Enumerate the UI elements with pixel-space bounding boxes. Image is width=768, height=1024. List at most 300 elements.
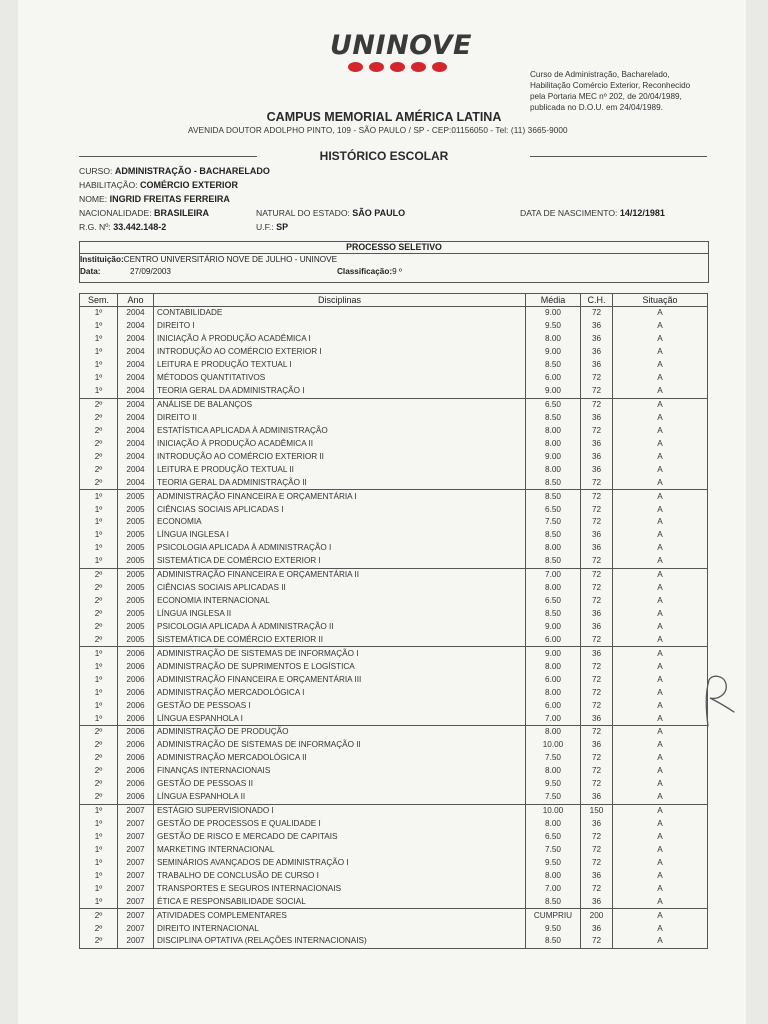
situacao-cell: A [613, 882, 708, 895]
rg-field [79, 222, 166, 232]
sem-cell: 1º [80, 895, 118, 908]
media-cell: 9.00 [526, 307, 581, 320]
sem-cell: 1º [80, 542, 118, 555]
uninove-logo [330, 30, 472, 72]
ch-cell: 72 [581, 516, 613, 529]
table-row [80, 359, 708, 372]
ano-cell: 2006 [118, 765, 154, 778]
ano-cell: 2005 [118, 529, 154, 542]
disciplina-cell: GESTÃO DE PESSOAS I [154, 699, 526, 712]
ch-cell: 72 [581, 831, 613, 844]
situacao-cell: A [613, 791, 708, 804]
ch-cell: 36 [581, 791, 613, 804]
logo-dot [348, 62, 363, 72]
situacao-cell: A [613, 818, 708, 831]
table-row [80, 739, 708, 752]
media-cell: 8.50 [526, 608, 581, 621]
situacao-cell: A [613, 372, 708, 385]
ano-cell: 2007 [118, 831, 154, 844]
sem-cell: 2º [80, 752, 118, 765]
instituicao-label: Instituição: [80, 255, 124, 264]
ch-cell: 72 [581, 385, 613, 398]
ch-cell: 72 [581, 843, 613, 856]
disciplina-cell: MÉTODOS QUANTITATIVOS [154, 372, 526, 385]
table-row [80, 437, 708, 450]
table-row [80, 935, 708, 948]
ano-cell: 2005 [118, 490, 154, 503]
disciplina-cell: ESTÁGIO SUPERVISIONADO I [154, 804, 526, 817]
header-ch: C.H. [581, 294, 613, 307]
situacao-cell: A [613, 385, 708, 398]
ano-cell: 2007 [118, 935, 154, 948]
ano-cell: 2007 [118, 804, 154, 817]
media-cell: 6.50 [526, 595, 581, 608]
sem-cell: 2º [80, 476, 118, 489]
sem-cell: 2º [80, 633, 118, 646]
situacao-cell: A [613, 346, 708, 359]
nascimento-field [520, 208, 665, 218]
situacao-cell: A [613, 412, 708, 425]
sem-cell: 1º [80, 359, 118, 372]
media-cell: 8.00 [526, 424, 581, 437]
ano-cell: 2006 [118, 752, 154, 765]
sem-cell: 2º [80, 398, 118, 411]
ch-cell: 36 [581, 333, 613, 346]
ano-cell: 2006 [118, 726, 154, 739]
table-row [80, 372, 708, 385]
media-cell: 8.50 [526, 412, 581, 425]
data-value: 27/09/2003 [130, 267, 171, 276]
header-disciplinas: Disciplinas [154, 294, 526, 307]
ano-cell: 2006 [118, 686, 154, 699]
media-cell: 8.00 [526, 818, 581, 831]
table-row [80, 412, 708, 425]
table-row [80, 712, 708, 725]
media-cell: 7.00 [526, 882, 581, 895]
disciplina-cell: ECONOMIA [154, 516, 526, 529]
ano-cell: 2006 [118, 791, 154, 804]
disciplina-cell: LÍNGUA ESPANHOLA II [154, 791, 526, 804]
sem-cell: 2º [80, 621, 118, 634]
ano-cell: 2004 [118, 424, 154, 437]
disciplina-cell: ADMINISTRAÇÃO DE SUPRIMENTOS E LOGÍSTICA [154, 660, 526, 673]
ano-cell: 2005 [118, 621, 154, 634]
disciplina-cell: ADMINISTRAÇÃO MERCADOLÓGICA II [154, 752, 526, 765]
sem-cell: 2º [80, 791, 118, 804]
ch-cell: 150 [581, 804, 613, 817]
situacao-cell: A [613, 568, 708, 581]
ch-cell: 72 [581, 490, 613, 503]
table-row [80, 726, 708, 739]
media-cell: 9.50 [526, 320, 581, 333]
grades-body [80, 307, 708, 949]
media-cell: 9.00 [526, 385, 581, 398]
sem-cell: 1º [80, 699, 118, 712]
disciplina-cell: INICIAÇÃO À PRODUÇÃO ACADÊMICA II [154, 437, 526, 450]
ano-cell: 2004 [118, 476, 154, 489]
disciplina-cell: LÍNGUA INGLESA I [154, 529, 526, 542]
media-cell: 8.50 [526, 490, 581, 503]
processo-title: PROCESSO SELETIVO [80, 242, 708, 254]
disciplina-cell: CIÊNCIAS SOCIAIS APLICADAS II [154, 582, 526, 595]
header-ano: Ano [118, 294, 154, 307]
natural-value: SÃO PAULO [352, 208, 406, 218]
ano-cell: 2005 [118, 595, 154, 608]
ch-cell: 36 [581, 437, 613, 450]
table-row [80, 424, 708, 437]
ano-cell: 2005 [118, 542, 154, 555]
course-note-line: Curso de Administração, Bacharelado, [530, 70, 670, 79]
media-cell: 9.00 [526, 346, 581, 359]
table-row [80, 647, 708, 660]
disciplina-cell: TRANSPORTES E SEGUROS INTERNACIONAIS [154, 882, 526, 895]
situacao-cell: A [613, 542, 708, 555]
classificacao-row [337, 267, 402, 276]
sem-cell: 1º [80, 333, 118, 346]
nome-field [79, 194, 230, 204]
disciplina-cell: DIREITO I [154, 320, 526, 333]
situacao-cell: A [613, 726, 708, 739]
situacao-cell: A [613, 922, 708, 935]
ch-cell: 72 [581, 476, 613, 489]
situacao-cell: A [613, 804, 708, 817]
table-row [80, 320, 708, 333]
ano-cell: 2007 [118, 869, 154, 882]
ch-cell: 36 [581, 320, 613, 333]
disciplina-cell: DIREITO INTERNACIONAL [154, 922, 526, 935]
situacao-cell: A [613, 503, 708, 516]
situacao-cell: A [613, 463, 708, 476]
media-cell: 8.00 [526, 726, 581, 739]
media-cell: CUMPRIU [526, 909, 581, 922]
sem-cell: 2º [80, 582, 118, 595]
disciplina-cell: ADMINISTRAÇÃO DE PRODUÇÃO [154, 726, 526, 739]
header-sem: Sem. [80, 294, 118, 307]
media-cell: 8.50 [526, 895, 581, 908]
sem-cell: 1º [80, 307, 118, 320]
ch-cell: 72 [581, 935, 613, 948]
situacao-cell: A [613, 935, 708, 948]
disciplina-cell: GESTÃO DE PROCESSOS E QUALIDADE I [154, 818, 526, 831]
sem-cell: 2º [80, 568, 118, 581]
media-cell: 8.50 [526, 476, 581, 489]
situacao-cell: A [613, 529, 708, 542]
situacao-cell: A [613, 843, 708, 856]
nacionalidade-field [79, 208, 209, 218]
sem-cell: 1º [80, 712, 118, 725]
table-row [80, 673, 708, 686]
sem-cell: 1º [80, 804, 118, 817]
ch-cell: 72 [581, 778, 613, 791]
logo-dot [369, 62, 384, 72]
sem-cell: 2º [80, 922, 118, 935]
sem-cell: 1º [80, 843, 118, 856]
situacao-cell: A [613, 621, 708, 634]
ch-cell: 72 [581, 882, 613, 895]
table-row [80, 778, 708, 791]
ch-cell: 36 [581, 608, 613, 621]
natural-label: NATURAL DO ESTADO: [256, 208, 350, 218]
situacao-cell: A [613, 752, 708, 765]
disciplina-cell: ESTATÍSTICA APLICADA À ADMINISTRAÇÃO [154, 424, 526, 437]
media-cell: 6.50 [526, 503, 581, 516]
ch-cell: 36 [581, 895, 613, 908]
ch-cell: 36 [581, 529, 613, 542]
nascimento-label: DATA DE NASCIMENTO: [520, 208, 618, 218]
table-row [80, 346, 708, 359]
situacao-cell: A [613, 437, 708, 450]
ano-cell: 2004 [118, 437, 154, 450]
disciplina-cell: ECONOMIA INTERNACIONAL [154, 595, 526, 608]
situacao-cell: A [613, 778, 708, 791]
processo-seletivo-box [79, 241, 709, 283]
disciplina-cell: ÉTICA E RESPONSABILIDADE SOCIAL [154, 895, 526, 908]
situacao-cell: A [613, 831, 708, 844]
course-note-line: Habilitação Comércio Exterior, Reconhecido [530, 81, 691, 90]
instituicao-value: CENTRO UNIVERSITÁRIO NOVE DE JULHO - UNINOVE [123, 255, 338, 264]
sem-cell: 2º [80, 909, 118, 922]
sem-cell: 1º [80, 882, 118, 895]
sem-cell: 2º [80, 608, 118, 621]
ch-cell: 36 [581, 818, 613, 831]
nome-value: INGRID FREITAS FERREIRA [109, 194, 230, 204]
situacao-cell: A [613, 765, 708, 778]
media-cell: 8.00 [526, 765, 581, 778]
ano-cell: 2005 [118, 568, 154, 581]
media-cell: 8.50 [526, 935, 581, 948]
table-row [80, 595, 708, 608]
table-row [80, 450, 708, 463]
ano-cell: 2004 [118, 385, 154, 398]
media-cell: 7.00 [526, 568, 581, 581]
sem-cell: 2º [80, 765, 118, 778]
situacao-cell: A [613, 699, 708, 712]
habilitacao-value: COMÉRCIO EXTERIOR [139, 180, 238, 190]
ch-cell: 36 [581, 869, 613, 882]
media-cell: 8.00 [526, 686, 581, 699]
ano-cell: 2004 [118, 463, 154, 476]
ch-cell: 72 [581, 307, 613, 320]
situacao-cell: A [613, 333, 708, 346]
situacao-cell: A [613, 909, 708, 922]
ch-cell: 36 [581, 359, 613, 372]
course-recognition-note [530, 69, 725, 113]
table-row [80, 463, 708, 476]
ch-cell: 72 [581, 752, 613, 765]
ano-cell: 2004 [118, 412, 154, 425]
disciplina-cell: FINANÇAS INTERNACIONAIS [154, 765, 526, 778]
situacao-cell: A [613, 490, 708, 503]
data-label: Data: [80, 267, 101, 276]
sem-cell: 1º [80, 831, 118, 844]
logo-dot [390, 62, 405, 72]
media-cell: 6.00 [526, 673, 581, 686]
table-row [80, 529, 708, 542]
disciplina-cell: ADMINISTRAÇÃO FINANCEIRA E ORÇAMENTÁRIA I [154, 490, 526, 503]
ch-cell: 72 [581, 660, 613, 673]
sem-cell: 2º [80, 935, 118, 948]
curso-label: CURSO: [79, 166, 113, 176]
table-row [80, 333, 708, 346]
ch-cell: 36 [581, 621, 613, 634]
ano-cell: 2007 [118, 922, 154, 935]
table-row [80, 621, 708, 634]
table-row [80, 791, 708, 804]
table-row [80, 476, 708, 489]
rg-value: 33.442.148-2 [113, 222, 167, 232]
disciplina-cell: INTRODUÇÃO AO COMÉRCIO EXTERIOR I [154, 346, 526, 359]
disciplina-cell: ADMINISTRAÇÃO FINANCEIRA E ORÇAMENTÁRIA III [154, 673, 526, 686]
classificacao-label: Classificação: [337, 267, 393, 276]
table-row [80, 307, 708, 320]
habilitacao-label: HABILITAÇÃO: [79, 180, 138, 190]
logo-dot [411, 62, 426, 72]
handwritten-mark [700, 672, 738, 730]
table-row [80, 752, 708, 765]
disciplina-cell: GESTÃO DE PESSOAS II [154, 778, 526, 791]
ano-cell: 2007 [118, 882, 154, 895]
nacionalidade-label: NACIONALIDADE: [79, 208, 152, 218]
classificacao-value: 9 º [392, 267, 402, 276]
media-cell: 8.00 [526, 542, 581, 555]
situacao-cell: A [613, 398, 708, 411]
ano-cell: 2007 [118, 818, 154, 831]
sem-cell: 1º [80, 516, 118, 529]
ano-cell: 2005 [118, 516, 154, 529]
uf-label: U.F.: [256, 222, 274, 232]
header-media: Média [526, 294, 581, 307]
sem-cell: 2º [80, 412, 118, 425]
ano-cell: 2006 [118, 778, 154, 791]
ano-cell: 2004 [118, 307, 154, 320]
media-cell: 8.00 [526, 463, 581, 476]
media-cell: 9.00 [526, 621, 581, 634]
table-row [80, 608, 708, 621]
sem-cell: 1º [80, 529, 118, 542]
media-cell: 9.00 [526, 647, 581, 660]
table-row [80, 922, 708, 935]
situacao-cell: A [613, 595, 708, 608]
natural-field [256, 208, 405, 218]
sem-cell: 1º [80, 856, 118, 869]
media-cell: 9.50 [526, 856, 581, 869]
ch-cell: 36 [581, 450, 613, 463]
nacionalidade-value: BRASILEIRA [153, 208, 209, 218]
media-cell: 6.00 [526, 633, 581, 646]
situacao-cell: A [613, 450, 708, 463]
media-cell: 6.00 [526, 699, 581, 712]
ch-cell: 72 [581, 856, 613, 869]
situacao-cell: A [613, 647, 708, 660]
disciplina-cell: ADMINISTRAÇÃO FINANCEIRA E ORÇAMENTÁRIA II [154, 568, 526, 581]
table-row [80, 555, 708, 568]
course-note-line: publicada no D.O.U. em 24/04/1989. [530, 103, 663, 112]
disciplina-cell: TEORIA GERAL DA ADMINISTRAÇÃO II [154, 476, 526, 489]
situacao-cell: A [613, 608, 708, 621]
disciplina-cell: PSICOLOGIA APLICADA À ADMINISTRAÇÃO II [154, 621, 526, 634]
sem-cell: 2º [80, 726, 118, 739]
disciplina-cell: DIREITO II [154, 412, 526, 425]
table-row [80, 503, 708, 516]
media-cell: 7.50 [526, 791, 581, 804]
ch-cell: 72 [581, 372, 613, 385]
ch-cell: 72 [581, 686, 613, 699]
disciplina-cell: ANÁLISE DE BALANÇOS [154, 398, 526, 411]
ch-cell: 200 [581, 909, 613, 922]
sem-cell: 2º [80, 739, 118, 752]
ano-cell: 2004 [118, 450, 154, 463]
media-cell: 10.00 [526, 739, 581, 752]
situacao-cell: A [613, 320, 708, 333]
media-cell: 8.50 [526, 555, 581, 568]
ano-cell: 2004 [118, 346, 154, 359]
disciplina-cell: GESTÃO DE RISCO E MERCADO DE CAPITAIS [154, 831, 526, 844]
ano-cell: 2006 [118, 699, 154, 712]
sem-cell: 2º [80, 778, 118, 791]
sem-cell: 1º [80, 320, 118, 333]
table-row [80, 765, 708, 778]
ano-cell: 2004 [118, 372, 154, 385]
ch-cell: 36 [581, 712, 613, 725]
situacao-cell: A [613, 712, 708, 725]
data-row [80, 267, 100, 276]
table-row [80, 385, 708, 398]
table-row [80, 490, 708, 503]
campus-name: CAMPUS MEMORIAL AMÉRICA LATINA [266, 110, 502, 124]
grades-table [79, 293, 708, 949]
disciplina-cell: ADMINISTRAÇÃO DE SISTEMAS DE INFORMAÇÃO I [154, 647, 526, 660]
habilitacao-field [79, 180, 238, 190]
sem-cell: 1º [80, 818, 118, 831]
media-cell: 9.50 [526, 922, 581, 935]
media-cell: 8.50 [526, 529, 581, 542]
media-cell: 10.00 [526, 804, 581, 817]
media-cell: 8.00 [526, 582, 581, 595]
situacao-cell: A [613, 359, 708, 372]
ch-cell: 72 [581, 503, 613, 516]
table-row [80, 869, 708, 882]
situacao-cell: A [613, 856, 708, 869]
uf-field [256, 222, 288, 232]
situacao-cell: A [613, 686, 708, 699]
logo-dot [432, 62, 447, 72]
ch-cell: 72 [581, 424, 613, 437]
ch-cell: 72 [581, 726, 613, 739]
disciplina-cell: SISTEMÁTICA DE COMÉRCIO EXTERIOR I [154, 555, 526, 568]
table-row [80, 686, 708, 699]
table-row [80, 568, 708, 581]
curso-field [79, 166, 270, 176]
instituicao-row [80, 255, 337, 264]
situacao-cell: A [613, 307, 708, 320]
ch-cell: 36 [581, 412, 613, 425]
media-cell: 6.50 [526, 831, 581, 844]
ano-cell: 2006 [118, 673, 154, 686]
table-row [80, 398, 708, 411]
disciplina-cell: LEITURA E PRODUÇÃO TEXTUAL I [154, 359, 526, 372]
table-row [80, 660, 708, 673]
media-cell: 8.00 [526, 869, 581, 882]
disciplina-cell: INTRODUÇÃO AO COMÉRCIO EXTERIOR II [154, 450, 526, 463]
media-cell: 6.00 [526, 372, 581, 385]
disciplina-cell: CIÊNCIAS SOCIAIS APLICADAS I [154, 503, 526, 516]
media-cell: 9.50 [526, 778, 581, 791]
media-cell: 7.50 [526, 516, 581, 529]
ano-cell: 2007 [118, 856, 154, 869]
sem-cell: 1º [80, 647, 118, 660]
table-row [80, 856, 708, 869]
ch-cell: 36 [581, 922, 613, 935]
